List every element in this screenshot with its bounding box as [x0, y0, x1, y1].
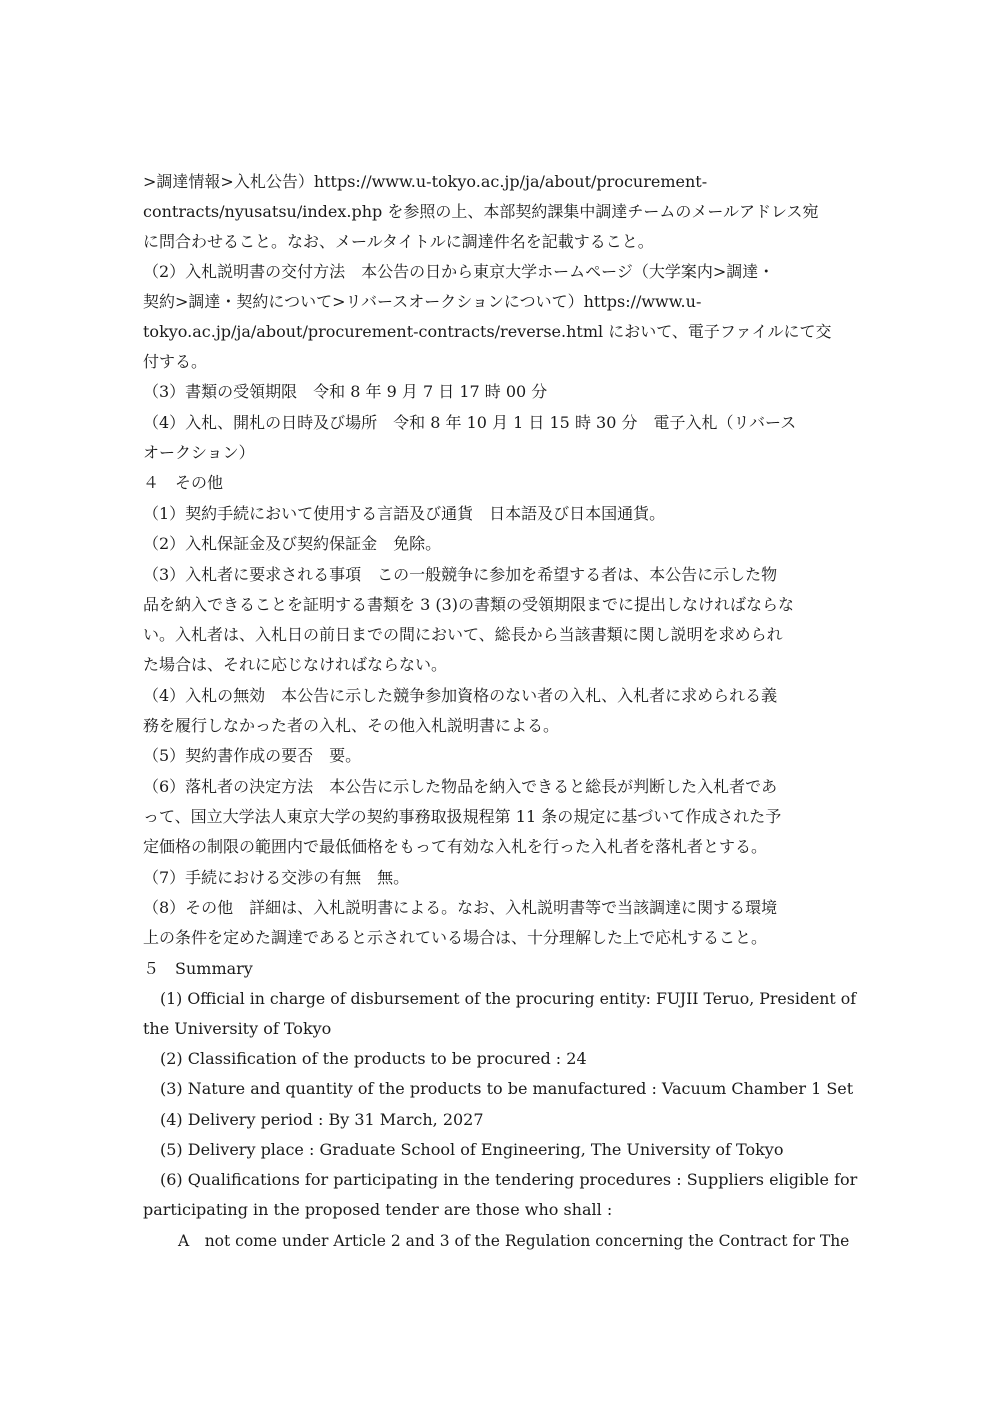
text-line: （2）入札保証金及び契約保証金 免除。 — [143, 534, 442, 553]
text-line: the University of Tokyo — [143, 1019, 332, 1038]
text-line: tokyo.ac.jp/ja/about/procurement-contracts/reverse.html において、電子ファイルにて交 — [143, 322, 832, 341]
section-heading: ５ Summary — [143, 959, 253, 978]
text-line: オークション） — [143, 443, 255, 462]
text-line: （3）書類の受領期限 令和 8 年 9 月 7 日 17 時 00 分 — [143, 382, 548, 401]
text-line: 契約>調達・契約について>リバースオークションについて）https://www.u- — [143, 292, 702, 311]
text-line: （3）入札者に要求される事項 この一般競争に参加を希望する者は、本公告に示した物 — [143, 565, 778, 584]
text-line: た場合は、それに応じなければならない。 — [143, 655, 448, 674]
text-line: に問合わせること。なお、メールタイトルに調達件名を記載すること。 — [143, 232, 654, 251]
text-line: （1）契約手続において使用する言語及び通貨 日本語及び日本国通貨。 — [143, 504, 666, 523]
text-line: (3) Nature and quantity of the products to be manufactured : Vacuum Chamber 1 Set — [160, 1079, 854, 1098]
text-line: A not come under Article 2 and 3 of the Regulation concerning the Contract for The — [178, 1232, 850, 1250]
text-line: （2）入札説明書の交付方法 本公告の日から東京大学ホームページ（大学案内>調達・ — [143, 262, 775, 281]
text-line: 付する。 — [143, 352, 208, 371]
text-line: >調達情報>入札公告）https://www.u-tokyo.ac.jp/ja/about/procurement- — [143, 172, 708, 191]
text-line: participating in the proposed tender are those who shall : — [143, 1200, 613, 1219]
text-line: （4）入札、開札の日時及び場所 令和 8 年 10 月 1 日 15 時 30 分 電子入札（リバース — [143, 413, 797, 432]
text-line: (1) Official in charge of disbursement of the procuring entity: FUJII Teruo, President of — [160, 989, 857, 1008]
text-line: 定価格の制限の範囲内で最低価格をもって有効な入札を行った入札者を落札者とする。 — [143, 837, 768, 856]
text-line: contracts/nyusatsu/index.php を参照の上、本部契約課集中調達チームのメールアドレス宛 — [143, 202, 819, 221]
text-line: （8）その他 詳細は、入札説明書による。なお、入札説明書等で当該調達に関する環境 — [143, 898, 778, 917]
text-line: い。入札者は、入札日の前日までの間において、総長から当該書類に関し説明を求められ — [143, 625, 783, 644]
text-line: (5) Delivery place : Graduate School of Engineering, The University of Tokyo — [160, 1140, 784, 1159]
text-line: （5）契約書作成の要否 要。 — [143, 746, 362, 765]
section-heading: ４ その他 — [143, 473, 224, 492]
text-line: （4）入札の無効 本公告に示した競争参加資格のない者の入札、入札者に求められる義 — [143, 686, 778, 705]
text-line: 務を履行しなかった者の入札、その他入札説明書による。 — [143, 716, 560, 735]
text-line: (6) Qualifications for participating in the tendering procedures : Suppliers eligible for — [160, 1170, 858, 1189]
text-line: 上の条件を定めた調達であると示されている場合は、十分理解した上で応札すること。 — [143, 928, 768, 947]
text-line: （6）落札者の決定方法 本公告に示した物品を納入できると総長が判断した入札者であ — [143, 777, 778, 796]
text-line: って、国立大学法人東京大学の契約事務取扱規程第 11 条の規定に基づいて作成された予 — [143, 807, 782, 826]
text-line: (4) Delivery period : By 31 March, 2027 — [160, 1110, 484, 1129]
text-line: (2) Classification of the products to be procured : 24 — [160, 1049, 587, 1068]
text-line: 品を納入できることを証明する書類を 3 (3)の書類の受領期限までに提出しなければならな — [143, 595, 795, 614]
text-line: （7）手続における交渉の有無 無。 — [143, 868, 410, 887]
